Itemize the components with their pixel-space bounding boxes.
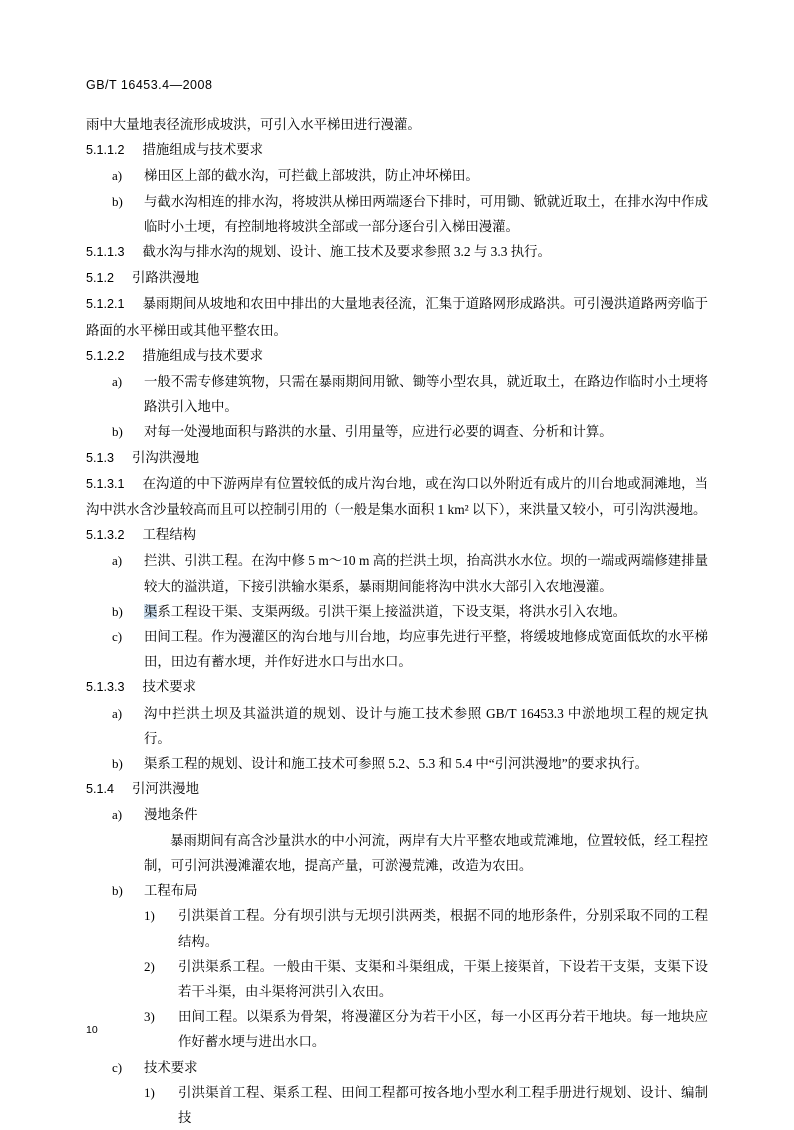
section-paragraph-text: 暴雨期间从坡地和农田中排出的大量地表径流，汇集于道路网形成路洪。可引漫洪道路两旁临于路面的水平梯田或其他平整农田。: [86, 296, 708, 338]
list-marker: a): [112, 168, 123, 184]
sub-list-item-text: 田间工程。以渠系为骨架，将漫灌区分为若干小区，每一小区再分若干地块。每一地块应作好蓄水埂与进出水口。: [178, 1009, 708, 1050]
list-marker: b): [112, 883, 123, 899]
document-body: [86, 112, 708, 1130]
sub-list-marker: 2): [144, 958, 155, 974]
list-item: [86, 548, 708, 598]
list-item: [86, 163, 708, 188]
list-marker: b): [112, 603, 123, 619]
list-item-text: 对每一处漫地面积与路洪的水量、引用量等，应进行必要的调查、分析和计算。: [144, 424, 613, 440]
list-item-text: 工程布局: [144, 883, 198, 899]
list-item: [86, 419, 708, 444]
list-item-text: 渠系工程设干渠、支渠两级。引洪干渠上接溢洪道，下设支渠，将洪水引入农地。: [144, 603, 627, 619]
list-item: [86, 878, 708, 903]
section-paragraph: [86, 471, 708, 522]
section-heading: [86, 776, 708, 802]
list-marker: a): [112, 807, 123, 823]
section-number: 5.1.3.2: [86, 528, 125, 543]
sub-list-item: [86, 954, 708, 1004]
sub-list-item-text: 引洪渠首工程、渠系工程、田间工程都可按各地小型水利工程手册进行规划、设计、编制技: [178, 1084, 708, 1125]
list-marker: b): [112, 193, 123, 209]
list-item: [86, 624, 708, 674]
section-paragraph: [86, 291, 708, 342]
section-title: 措施组成与技术要求: [142, 142, 264, 158]
sub-list-marker: 1): [144, 908, 155, 924]
list-item-text: 梯田区上部的截水沟，可拦截上部坡洪，防止冲坏梯田。: [144, 168, 479, 184]
list-item: [86, 802, 708, 827]
list-item: [86, 751, 708, 776]
sub-list-item: [86, 903, 708, 953]
section-number: 5.1.3.3: [86, 680, 125, 695]
section-number: 5.1.2.2: [86, 348, 125, 363]
list-item: [86, 369, 708, 419]
section-heading: [86, 674, 708, 700]
list-item: [86, 1055, 708, 1080]
list-marker: b): [112, 756, 123, 772]
list-item-text: 与截水沟相连的排水沟，将坡洪从梯田两端逐台下排时，可用锄、锨就近取土，在排水沟中作成临时小土埂，有控制地将坡洪全部或一部分逐台引入梯田漫灌。: [144, 193, 708, 234]
list-item: [86, 599, 708, 624]
section-heading: [86, 522, 708, 548]
page-number: 10: [86, 1024, 98, 1036]
list-item-text: 渠系工程的规划、设计和施工技术可参照 5.2、5.3 和 5.4 中“引河洪漫地”的要求执行。: [144, 756, 648, 772]
list-item: [86, 189, 708, 239]
section-number: 5.1.1.2: [86, 143, 125, 158]
list-item-text: 田间工程。作为漫灌区的沟台地与川台地，均应事先进行平整，将缓坡地修成宽面低坎的水平梯田，田边有蓄水埂，并作好进水口与出水口。: [144, 629, 708, 670]
section-paragraph-text: 在沟道的中下游两岸有位置较低的成片沟台地，或在沟口以外附近有成片的川台地或洞滩地，当沟中洪水含沙量较高而且可以控制引用的（一般是集水面积 1 km² 以下），来洪量又较小，可引沟洪漫地。: [86, 475, 708, 518]
list-item-paragraph: 暴雨期间有高含沙量洪水的中小河流，两岸有大片平整农地或荒滩地，位置较低，经工程控制，可引河洪漫滩灌农地，提高产量，可淤漫荒滩，改造为农田。: [144, 832, 708, 873]
sub-list-item: [86, 1004, 708, 1054]
section-number: 5.1.4: [86, 782, 115, 797]
sub-list-item-text: 引洪渠首工程。分有坝引洪与无坝引洪两类，根据不同的地形条件，分别采取不同的工程结构。: [178, 908, 708, 949]
section-heading: [86, 445, 708, 471]
section-number: 5.1.1.3: [86, 245, 125, 260]
list-item: [86, 701, 708, 751]
sub-list-marker: 3): [144, 1009, 155, 1025]
sub-list-item-text: 引洪渠系工程。一般由干渠、支渠和斗渠组成，干渠上接渠首，下设若干支渠，支渠下设若干斗渠，由斗渠将河洪引入农田。: [178, 958, 708, 999]
list-item-text: 拦洪、引洪工程。在沟中修 5 m～10 m 高的拦洪土坝，抬高洪水水位。坝的一端或两端修建排量较大的溢洪道，下接引洪输水渠系，暴雨期间能将沟中洪水大部引入农地漫灌。: [144, 553, 708, 594]
section-heading: [86, 137, 708, 163]
section-heading: [86, 343, 708, 369]
list-marker: c): [112, 629, 123, 645]
page-header: GB/T 16453.4—2008: [86, 78, 213, 92]
section-title: 引路洪漫地: [132, 270, 199, 286]
section-paragraph: [86, 239, 708, 265]
list-marker: a): [112, 374, 123, 390]
section-heading: [86, 265, 708, 291]
section-number: 5.1.3.1: [86, 476, 125, 491]
list-marker: b): [112, 424, 123, 440]
list-marker: a): [112, 553, 123, 569]
list-item-text: 技术要求: [144, 1059, 198, 1075]
section-title: 措施组成与技术要求: [142, 347, 264, 363]
section-title: 技术要求: [142, 679, 197, 695]
text-selection: 渠: [144, 603, 158, 619]
list-item-text: 沟中拦洪土坝及其溢洪道的规划、设计与施工技术参照 GB/T 16453.3 中淤地坝工程的规定执行。: [144, 705, 708, 746]
section-number: 5.1.2.1: [86, 297, 125, 312]
section-number: 5.1.2: [86, 271, 115, 286]
sub-list-marker: 1): [144, 1084, 155, 1100]
section-title: 工程结构: [142, 527, 197, 543]
section-title: 引沟洪漫地: [132, 449, 199, 465]
sub-list-item: [86, 1080, 708, 1130]
list-item-text: 漫地条件: [144, 807, 198, 823]
list-marker: c): [112, 1059, 123, 1075]
section-title: 引河洪漫地: [132, 781, 199, 797]
list-item-text: 一般不需专修建筑物，只需在暴雨期间用锨、锄等小型农具，就近取土，在路边作临时小土埂将路洪引入地中。: [144, 374, 708, 415]
section-number: 5.1.3: [86, 450, 115, 465]
list-marker: a): [112, 705, 123, 721]
section-paragraph-text: 截水沟与排水沟的规划、设计、施工技术及要求参照 3.2 与 3.3 执行。: [142, 244, 551, 260]
opening-paragraph: 雨中大量地表径流形成坡洪，可引入水平梯田进行漫灌。: [86, 117, 421, 132]
